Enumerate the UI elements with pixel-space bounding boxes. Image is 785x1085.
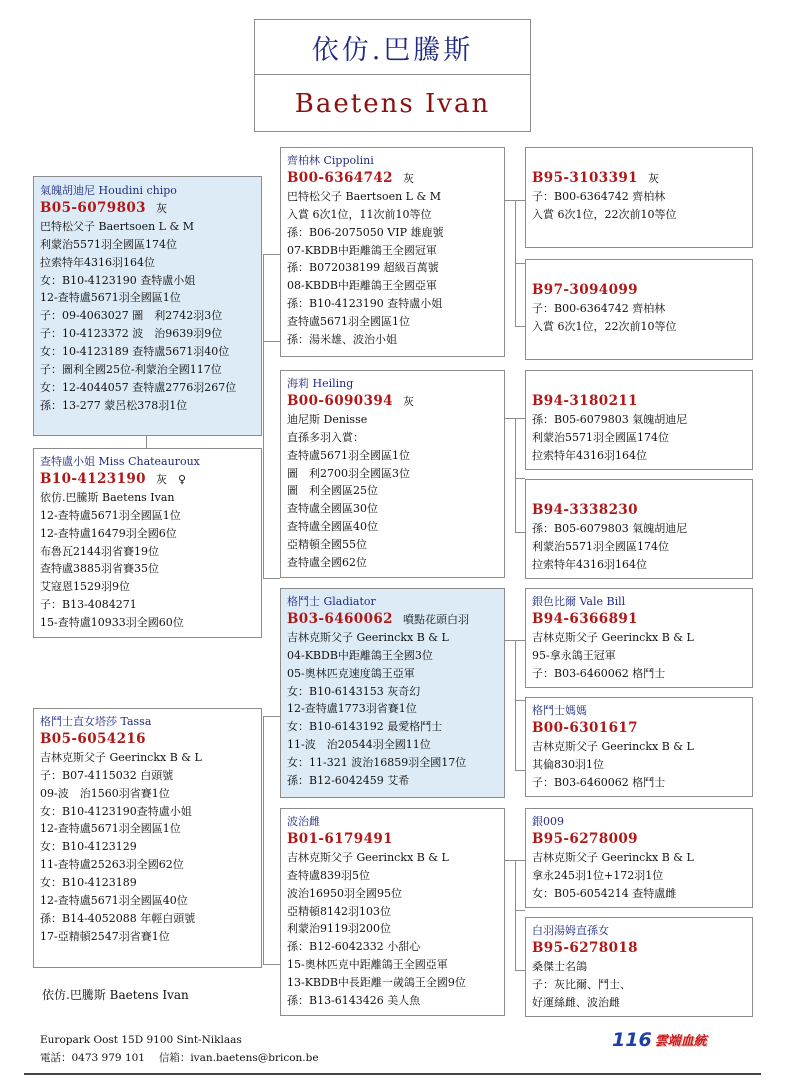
mate-pigeon-card [33, 448, 262, 638]
pedigree-line: 孫：B072038199 超級百萬號 [287, 261, 439, 275]
pigeon-color: 灰 [647, 172, 659, 185]
pedigree-line: 12-查特盧5671羽全國區40位 [40, 894, 188, 908]
owner-name-english: Baetens Ivan [294, 88, 491, 119]
pedigree-line: 12-查特盧5671羽全國區1位 [40, 822, 181, 836]
pedigree-line: 波治16950羽全國95位 [287, 886, 402, 900]
pigeon-color: 灰 ♀ [155, 472, 187, 486]
pedigree-line: 12-查特盧5671羽全國區1位 [40, 508, 181, 522]
pedigree-line: 女：B10-4123189 [40, 876, 137, 890]
pedigree-line: 15-奧林匹克中距離鴿王全國亞軍 [287, 958, 448, 972]
great-grandparent-card [525, 808, 753, 908]
pedigree-line: 孫：13-277 蒙呂松378羽1位 [40, 398, 188, 412]
great-grandparent-card [525, 259, 753, 360]
pedigree-line: 子：09-4063027 圖 利2742羽3位 [40, 309, 223, 323]
pedigree-line: 17-亞精頓2547羽省賽1位 [40, 929, 170, 943]
pedigree-line: 05-奧林匹克速度鴿王亞軍 [287, 666, 415, 680]
pedigree-line: 入賞 6次1位，11次前10等位 [287, 207, 432, 221]
connector-line [515, 532, 525, 533]
pigeon-name: 波治雌 [287, 815, 320, 828]
pedigree-line: 入賞 6次1位，22次前10等位 [532, 207, 677, 221]
logo-number: 116 [612, 1029, 652, 1051]
pedigree-line: 查特盧全國62位 [287, 556, 367, 570]
pedigree-line: 13-KBDB中長距離一歲鴿王全國9位 [287, 976, 466, 990]
ring-number: B95-6278009 [532, 830, 638, 847]
pedigree-line: 孫：B12-6042459 艾希 [287, 774, 410, 788]
connector-line [515, 263, 525, 264]
ring-number: B10-4123190 [40, 470, 146, 487]
great-grandparent-card [525, 479, 753, 579]
pedigree-line: 查特盧5671羽全國區1位 [287, 315, 410, 329]
ring-number: B00-6090394 [287, 392, 393, 409]
pedigree-line: 吉林克斯父子 Geerinckx B & L [287, 850, 449, 864]
ring-number: B01-6179491 [287, 830, 393, 847]
connector-line [515, 910, 525, 911]
connector-line [505, 860, 525, 861]
grandsire-cippolini-card [280, 147, 505, 357]
pedigree-line: 利蒙治5571羽全國區174位 [532, 539, 669, 553]
pedigree-line: 好運絲雌、波治雌 [532, 995, 620, 1009]
pedigree-line: 孫：B05-6079803 氣魄胡迪尼 [532, 412, 688, 426]
pigeon-name: 銀色比爾 Vale Bill [532, 595, 626, 608]
connector-line [263, 716, 280, 717]
ring-number: B00-6301617 [532, 719, 638, 736]
pedigree-line: 其倫830羽1位 [532, 757, 604, 771]
connector-line [263, 254, 280, 255]
pedigree-line: 巴特松父子 Baertsoen L & M [287, 189, 442, 203]
pedigree-line: 女：B10-6143153 灰奇幻 [287, 684, 421, 698]
pedigree-line: 子：圖利全國25位-利蒙治全國117位 [40, 363, 222, 377]
granddam-bozi-card [280, 808, 505, 1016]
pedigree-line: 女：12-4044057 查特盧2776羽267位 [40, 380, 237, 394]
pedigree-line: 11-查特盧25263羽全國62位 [40, 858, 184, 872]
pigeon-color: 噴點花頭白羽 [402, 612, 469, 626]
pedigree-line: 子：B03-6460062 格鬥士 [532, 775, 666, 789]
connector-line [505, 640, 525, 641]
connector-line [515, 770, 525, 771]
pedigree-line: 09-波 治1560羽省賽1位 [40, 786, 170, 800]
great-grandparent-card [525, 917, 753, 1017]
pedigree-line: 圖 利全國區25位 [287, 484, 378, 498]
pedigree-line: 布魯瓦2144羽省賽19位 [40, 544, 159, 558]
ring-number: B94-3338230 [532, 502, 638, 518]
connector-line [263, 716, 264, 964]
pigeon-color: 灰 [402, 394, 414, 408]
connector-line [505, 418, 525, 419]
pedigree-line: 迪尼斯 Denisse [287, 412, 368, 426]
ring-number: B05-6079803 [40, 199, 146, 216]
pedigree-line: 孫：湯米雄、波治小姐 [287, 333, 397, 347]
pigeon-name: 查特盧小姐 Miss Chateauroux [40, 455, 200, 468]
pedigree-line: 04-KBDB中距離鴿王全國3位 [287, 648, 433, 662]
pedigree-line: 孫：B05-6079803 氣魄胡迪尼 [532, 521, 688, 535]
connector-line [263, 964, 280, 965]
pedigree-line: 女：10-4123189 查特盧5671羽40位 [40, 345, 230, 359]
pedigree-line: 孫：B06-2075050 VIP 雄鹿號 [287, 225, 444, 239]
ring-number: B00-6364742 [287, 169, 393, 186]
pedigree-line: 11-波 治20544羽全國11位 [287, 738, 431, 752]
ring-number: B97-3094099 [532, 282, 638, 298]
connector-line [505, 200, 525, 201]
pedigree-line: 利蒙治5571羽全國區174位 [40, 237, 177, 251]
pedigree-line: 桑傑士名鴿 [532, 959, 587, 973]
great-grandparent-card [525, 147, 753, 248]
pedigree-line: 直孫多羽入賞： [287, 430, 364, 444]
pedigree-line: 08-KBDB中距離鴿王全國亞軍 [287, 279, 437, 293]
pedigree-line: 子：B00-6364742 齊柏林 [532, 301, 666, 315]
pedigree-line: 亞精頓全國55位 [287, 538, 367, 552]
pedigree-line: 12-查特盧1773羽省賽1位 [287, 702, 417, 716]
pedigree-line: 子：B07-4115032 白頭號 [40, 768, 174, 782]
owner-contact: 電話：0473 979 101 信箱：ivan.baetens@bricon.be [40, 1052, 319, 1064]
pigeon-name: 氣魄胡迪尼 Houdini chipo [40, 184, 177, 197]
pedigree-line: 12-查特盧16479羽全國6位 [40, 526, 177, 540]
pigeon-name: 格鬥士直女塔莎 Tassa [40, 715, 152, 728]
pedigree-line: 拿永245羽1位+172羽1位 [532, 868, 664, 882]
pedigree-line: 拉索特年4316羽164位 [532, 557, 647, 571]
connector-line [263, 254, 264, 579]
pedigree-line: 吉林克斯父子 Geerinckx B & L [532, 850, 694, 864]
logo-text: 雲端血統 [654, 1034, 707, 1049]
pedigree-line: 查特盧全國區30位 [287, 502, 378, 516]
brand-logo [612, 1029, 707, 1051]
pedigree-line: 07-KBDB中距離鴿王全國冠軍 [287, 243, 437, 257]
pigeon-name: 格鬥士媽媽 [532, 704, 587, 717]
pedigree-line: 利蒙治9119羽200位 [287, 922, 391, 936]
pedigree-line: 巴特松父子 Baertsoen L & M [40, 219, 195, 233]
ring-number: B95-6278018 [532, 939, 638, 956]
pedigree-line: 亞精頓8142羽103位 [287, 904, 391, 918]
connector-line [515, 700, 525, 701]
pigeon-color: 灰 [155, 201, 167, 215]
great-grandparent-card [525, 588, 753, 688]
pedigree-line: 查特盧5671羽全國區1位 [287, 448, 410, 462]
pedigree-line: 圖 利2700羽全國區3位 [287, 466, 410, 480]
ring-number: B03-6460062 [287, 610, 393, 627]
connector-line [515, 478, 525, 479]
pigeon-color: 灰 [402, 171, 414, 185]
pedigree-line: 查特盧839羽5位 [287, 868, 370, 882]
pedigree-line: 女：B10-4123190查特盧小姐 [40, 804, 192, 818]
connector-line [146, 436, 147, 448]
owner-name-chinese: 依仿.巴騰斯 [255, 20, 530, 75]
ring-number: B05-6054216 [40, 730, 146, 747]
pedigree-line: 艾寇恩1529羽9位 [40, 580, 130, 594]
pedigree-line: 子：10-4123372 波 治9639羽9位 [40, 327, 223, 341]
title-box [254, 19, 531, 132]
pedigree-line: 吉林克斯父子 Geerinckx B & L [532, 739, 694, 753]
grandsire-gladiator-card [280, 588, 505, 798]
ring-number: B95-3103391 [532, 170, 638, 186]
connector-line [263, 341, 280, 342]
pedigree-line: 子：B03-6460062 格鬥士 [532, 666, 666, 680]
ring-number: B94-3180211 [532, 393, 638, 409]
pedigree-line: 拉索特年4316羽164位 [532, 448, 647, 462]
owner-address: Europark Oost 15D 9100 Sint-Niklaas [40, 1034, 242, 1046]
pedigree-line: 吉林克斯父子 Geerinckx B & L [532, 630, 694, 644]
pedigree-line: 孫：B10-4123190 查特盧小姐 [287, 297, 443, 311]
pedigree-line: 女：B10-6143192 最愛格鬥士 [287, 720, 443, 734]
subject-pigeon-card [33, 176, 262, 436]
pedigree-line: 女：B05-6054214 查特盧雌 [532, 886, 677, 900]
connector-line [515, 640, 516, 770]
pedigree-line: 查特盧3885羽省賽35位 [40, 562, 159, 576]
dam-pigeon-card [33, 708, 262, 968]
pedigree-line: 女：B10-4123190 查特盧小姐 [40, 273, 196, 287]
connector-line [515, 970, 525, 971]
pedigree-line: 孫：B12-6042332 小甜心 [287, 940, 421, 954]
pedigree-line: 女：11-321 波治16859羽全國17位 [287, 756, 467, 770]
pedigree-line: 入賞 6次1位，22次前10等位 [532, 319, 677, 333]
pedigree-line: 吉林克斯父子 Geerinckx B & L [40, 750, 202, 764]
ring-number: B94-6366891 [532, 610, 638, 627]
pedigree-line: 女：B10-4123129 [40, 840, 137, 854]
pigeon-name: 海莉 Heiling [287, 377, 354, 390]
connector-line [515, 418, 516, 532]
great-grandparent-card [525, 370, 753, 470]
pigeon-name: 白羽湯姆直孫女 [532, 924, 609, 937]
pedigree-line: 依仿.巴騰斯 Baetens Ivan [40, 490, 175, 504]
bottom-divider [24, 1073, 761, 1075]
pedigree-line: 子：B13-4084271 [40, 598, 137, 612]
great-grandparent-card [525, 697, 753, 797]
owner-signature: 依仿.巴騰斯 Baetens Ivan [42, 988, 189, 1002]
pedigree-line: 孫：B14-4052088 年輕白頭號 [40, 911, 196, 925]
granddam-heiling-card [280, 370, 505, 578]
pedigree-line: 孫：B13-6143426 美人魚 [287, 994, 421, 1008]
pedigree-line: 子：灰比爾、鬥士、 [532, 977, 631, 991]
pedigree-line: 子：B00-6364742 齊柏林 [532, 189, 666, 203]
pedigree-line: 95-拿永鴿王冠軍 [532, 648, 616, 662]
pigeon-name: 格鬥士 Gladiator [287, 595, 376, 608]
pedigree-line: 15-查特盧10933羽全國60位 [40, 616, 184, 630]
pedigree-line: 拉索特年4316羽164位 [40, 255, 155, 269]
pigeon-name: 齊柏林 Cippolini [287, 154, 374, 167]
pigeon-name: 銀009 [532, 815, 564, 828]
pedigree-line: 12-查特盧5671羽全國區1位 [40, 291, 181, 305]
pedigree-line: 利蒙治5571羽全國區174位 [532, 430, 669, 444]
connector-line [515, 326, 525, 327]
connector-line [515, 860, 516, 970]
connector-line [263, 578, 280, 579]
pedigree-line: 吉林克斯父子 Geerinckx B & L [287, 630, 449, 644]
pedigree-line: 查特盧全國區40位 [287, 520, 378, 534]
